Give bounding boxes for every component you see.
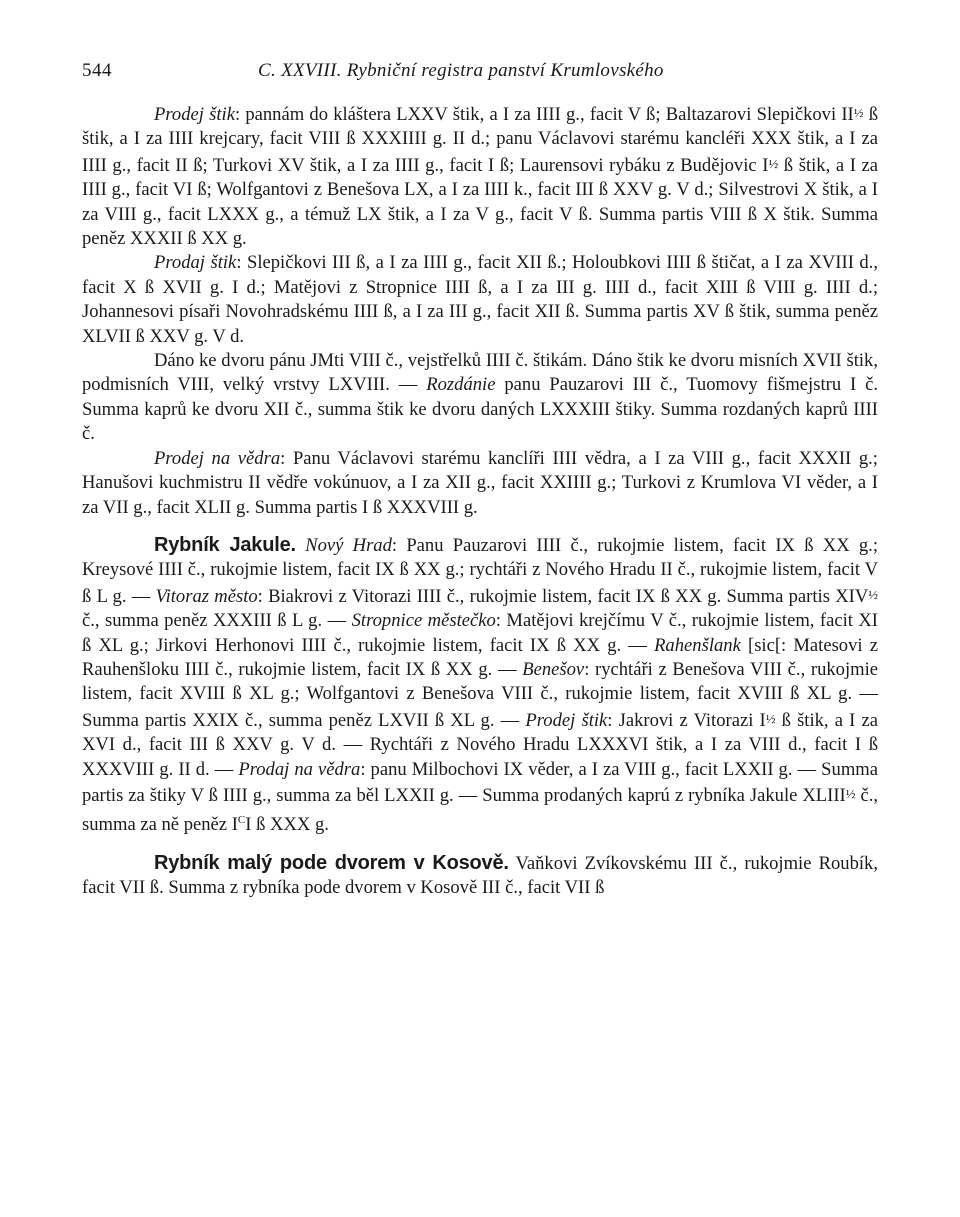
italic-run: Rozdánie [426,374,496,396]
text-run: panu Pauzarovi III č., Tuomovy fišmejstru I č. Summa kaprů ke dvoru XII č., summa štik ke dvoru daných LXXXIII štiky. Summa rozdaných kaprů IIII č. [82,374,878,445]
page-number: 544 [82,60,112,81]
text-run: ß štik, a I za IIII krejcary, facit VIII ß XXXIIII g. II d.; panu Václavovi starému kancléři XXX štik, a I za IIII g., facit II ß; Turkovi XV štik, a I za IIII g., facit I ß; Laurensovi rybáku z Budějovic I [82,104,878,176]
section-heading: Rybník Jakule. [154,533,296,556]
italic-run: Prodej štik [154,104,235,125]
italic-run: Prodaj štik [154,252,237,274]
fraction: ½ [853,105,864,120]
text-run: Dáno ke dvoru pánu JMti VIII č., vejstřelků IIII č. štikám. Dáno štik ke dvoru misních XVII štik, podmisních VIII, velký vrstvy LXVIII. — [82,350,878,396]
document-body [82,101,878,901]
italic-run: Prodaj na vědra [238,758,361,780]
paragraph [82,447,878,520]
text-run: č., summa peněz XXXIII ß L g. — [82,610,352,632]
text-run: ß štik, a I za XVI d., facit III ß XXV g. V d. — Rychtáři z Nového Hradu LXXXVI štik, a I za VIII d., facit I ß XXXVIII g. II d. — [82,709,878,780]
italic-run: Benešov [522,658,585,680]
superscript: C [237,814,246,827]
text-run: : Matějovi krejčímu V č., rukojmie listem, facit XI ß XL g.; Jirkovi Herhonovi IIII č., rukojmie listem, facit IX ß XX g. — [82,610,878,656]
text-run: : rychtáři z Benešova VIII č., rukojmie listem, facit XVIII ß XL g.; Wolfgantovi z Benešova VIII č., rukojmie listem, facit XVIII ß XL g. — Summa partis XXIX č., summa peněz LXVII ß XL g. — [82,658,879,731]
text-run: : Jakrovi z Vitorazi I [607,709,766,731]
text-run: : pannám do kláštera LXXV štik, a I za IIII g., facit V ß; Baltazarovi Slepičkovi II [234,104,854,125]
text-run: : Panu Pauzarovi IIII č., rukojmie listem, facit IX ß XX g.; Kreysové IIII č., rukojmie listem, facit IX ß XX g.; rychtáři z Nového Hradu II č., rukojmie listem, facit V ß L g. — [82,534,878,607]
running-title: C. XXVIII. Rybniční registra panství Krumlovského [258,60,664,81]
text-run: Vaňkovi Zvíkovskému III č., rukojmie Roubík, facit VII ß. Summa z rybníka pode dvorem v Kosově III č., facit VII ß [82,852,878,899]
italic-run: Stropnice městečko [351,610,496,632]
fraction: ½ [768,155,779,171]
text-run: I ß XXX g. [245,814,329,836]
paragraph [82,101,878,251]
text-run: č., summa za ně peněz I [82,784,879,836]
italic-run: Prodej štik [525,709,608,731]
section-heading: Rybník malý pode dvorem v Kosově. [154,851,509,874]
fraction: ½ [765,710,776,726]
fraction: ½ [845,785,856,801]
paragraph [82,851,878,901]
text-run: : Slepičkovi III ß, a I za IIII g., facit XII ß.; Holoubkovi IIII ß štičat, a I za XVIII d., facit X ß XVII g. I d.; Matějovi z Stropnice IIII ß, a I za III g. IIII d., facit XIII ß VIII g. IIII d.; Johannesovi písaři Novohradskému IIII ß, a I za III g., facit XII ß. Summa partis XV ß štik, summa peněz XLVII ß XXV g. V d. [82,252,878,347]
text-run: : Biakrovi z Vitorazi IIII č., rukojmie listem, facit IX ß XX g. Summa partis XIV [257,585,869,607]
italic-run: Nový Hrad [305,534,392,556]
italic-run: Vitoraz město [155,585,258,607]
paragraph [82,251,878,349]
text-run: : panu Milbochovi IX věder, a I za VIII g., facit LXXII g. — Summa partis za štiky V ß IIII g., summa za běl LXXII g. — Summa prodaných kaprú z rybníka Jakule XLIII [82,758,878,806]
text-run: ß štik, a I za IIII g., facit VI ß; Wolfgantovi z Benešova LX, a I za IIII k., facit III ß XXV g. V d.; Silvestrovi X štik, a I za VIII g., facit LXXX g., a témuž LX štik, a I za V g., facit V ß. Summa partis VIII ß X štik. Summa peněz XXXII ß XX g. [82,154,878,250]
fraction: ½ [868,586,879,602]
paragraph [82,533,878,838]
paragraph [82,349,878,447]
text-run: : Panu Václavovi starému kanclíři IIII vědra, a I za VIII g., facit XXXII g.; Hanušovi kuchmistru II vědře vokúnuov, a I za XII g., facit XXIIII g.; Turkovi z Krumlova VI věder, a I za VII g., facit XLII g. Summa partis I ß XXXVIII g. [82,447,878,518]
italic-run: Prodej na vědra [154,447,281,469]
page-header [82,60,878,88]
text-run: [sic[: Matesovi z Rauhenšloku IIII č., rukojmie listem, facit IX ß XX g. — [82,634,878,680]
italic-run: Rahenšlank [654,634,741,656]
text-run [296,535,305,556]
